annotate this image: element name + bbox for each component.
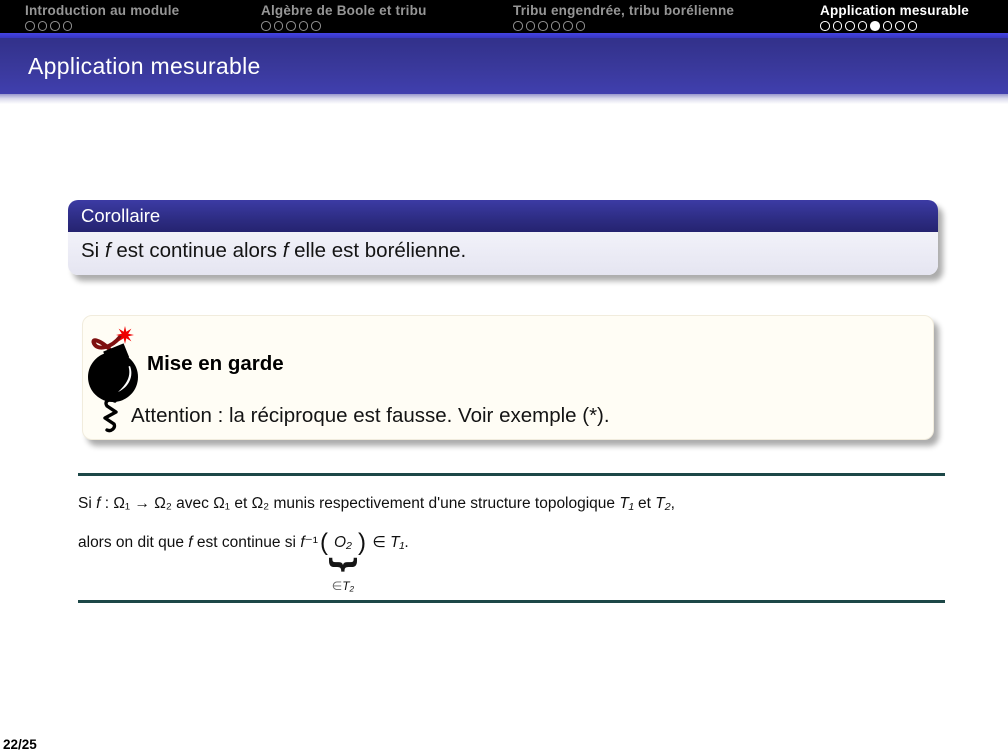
text-segment: , xyxy=(670,494,675,512)
math-O2: O₂ xyxy=(333,533,352,551)
math-f: f xyxy=(96,494,101,512)
text-segment: est continue alors xyxy=(110,239,283,262)
slide-dot[interactable] xyxy=(563,21,573,31)
text-segment: Si xyxy=(81,239,105,262)
divider-bottom xyxy=(78,600,945,603)
corollary-block-body xyxy=(68,232,938,275)
text-segment: et xyxy=(633,494,656,512)
slide-dot[interactable] xyxy=(551,21,561,31)
nav-slide-dots xyxy=(261,21,427,31)
frame-title-shadow xyxy=(0,94,1008,104)
nav-slide-dots xyxy=(820,21,969,31)
math-f: f xyxy=(300,533,305,551)
underbrace-group xyxy=(325,531,361,593)
bomb-icon xyxy=(87,321,145,408)
text-segment: : Ω₁ → Ω₂ avec Ω₁ et Ω₂ munis respectivement d'une structure topologique xyxy=(100,494,620,512)
nav-section-label[interactable]: Algèbre de Boole et tribu xyxy=(261,3,427,18)
slide-dot[interactable] xyxy=(274,21,284,31)
page-indicator: 22/25 xyxy=(3,737,37,752)
text-segment: . xyxy=(404,533,409,551)
slide-dot[interactable] xyxy=(526,21,536,31)
underbrace-icon: } xyxy=(325,553,361,575)
text-segment: elle est borélienne. xyxy=(288,239,467,262)
slide-dot[interactable] xyxy=(895,21,905,31)
frame-title: Application mesurable xyxy=(28,52,261,79)
corollary-block-title: Corollaire xyxy=(68,200,938,232)
math-f: f xyxy=(282,239,289,262)
warning-text: Attention : la réciproque est fausse. Voir exemple (*). xyxy=(131,404,610,427)
nav-section-label[interactable]: Tribu engendrée, tribu borélienne xyxy=(513,3,735,18)
underbrace-label xyxy=(332,575,354,598)
divider-top xyxy=(78,473,945,476)
warning-block xyxy=(82,315,934,440)
footnote-line-1 xyxy=(78,492,945,515)
footnote-block xyxy=(78,473,945,593)
math-T2: T₂ xyxy=(655,494,671,512)
navigation-bar xyxy=(0,0,1008,33)
slide-dot[interactable] xyxy=(286,21,296,31)
slide-dot[interactable] xyxy=(576,21,586,31)
lightning-squiggle-icon xyxy=(99,397,121,440)
slide-dot[interactable] xyxy=(311,21,321,31)
nav-slide-dots xyxy=(513,21,734,31)
math-f: f xyxy=(104,239,111,262)
math-superscript-inverse: ⁻¹ xyxy=(304,533,318,551)
slide-dot[interactable] xyxy=(261,21,271,31)
slide-dot[interactable] xyxy=(38,21,48,31)
element-of-symbol: ∈ xyxy=(331,578,343,593)
nav-section-application-mesurable[interactable] xyxy=(820,3,969,31)
corollary-block xyxy=(68,200,938,275)
slide-dot[interactable] xyxy=(858,21,868,31)
nav-slide-dots xyxy=(25,21,179,31)
nav-section-label[interactable]: Application mesurable xyxy=(820,3,969,18)
math-T2: T₂ xyxy=(342,578,355,593)
close-paren: ) xyxy=(357,528,366,556)
slide-dot[interactable] xyxy=(870,21,880,31)
nav-section-algebre-boole[interactable] xyxy=(261,3,427,31)
slide-dot[interactable] xyxy=(25,21,35,31)
slide-dot[interactable] xyxy=(50,21,60,31)
nav-section-tribu-engendree[interactable] xyxy=(513,3,734,31)
slide-dot[interactable] xyxy=(538,21,548,31)
slide-dot[interactable] xyxy=(833,21,843,31)
math-f: f xyxy=(188,533,193,551)
math-T1: T₁ xyxy=(390,533,405,551)
math-T1: T₁ xyxy=(619,494,634,512)
nav-section-label[interactable]: Introduction au module xyxy=(25,3,180,18)
nav-section-introduction[interactable] xyxy=(25,3,179,31)
slide-dot[interactable] xyxy=(513,21,523,31)
element-of-symbol: ∈ xyxy=(367,533,391,551)
slide-dot[interactable] xyxy=(63,21,73,31)
slide-dot[interactable] xyxy=(908,21,918,31)
slide-dot[interactable] xyxy=(299,21,309,31)
slide-dot[interactable] xyxy=(845,21,855,31)
warning-title: Mise en garde xyxy=(147,352,284,375)
open-paren: ( xyxy=(319,528,328,556)
slide-dot[interactable] xyxy=(820,21,830,31)
frame-title-bar xyxy=(0,38,1008,94)
text-segment: alors on dit que xyxy=(78,533,189,551)
slide-dot[interactable] xyxy=(883,21,893,31)
text-segment: est continue si xyxy=(192,533,301,551)
footnote-line-2 xyxy=(78,528,945,593)
text-segment: Si xyxy=(78,494,97,512)
